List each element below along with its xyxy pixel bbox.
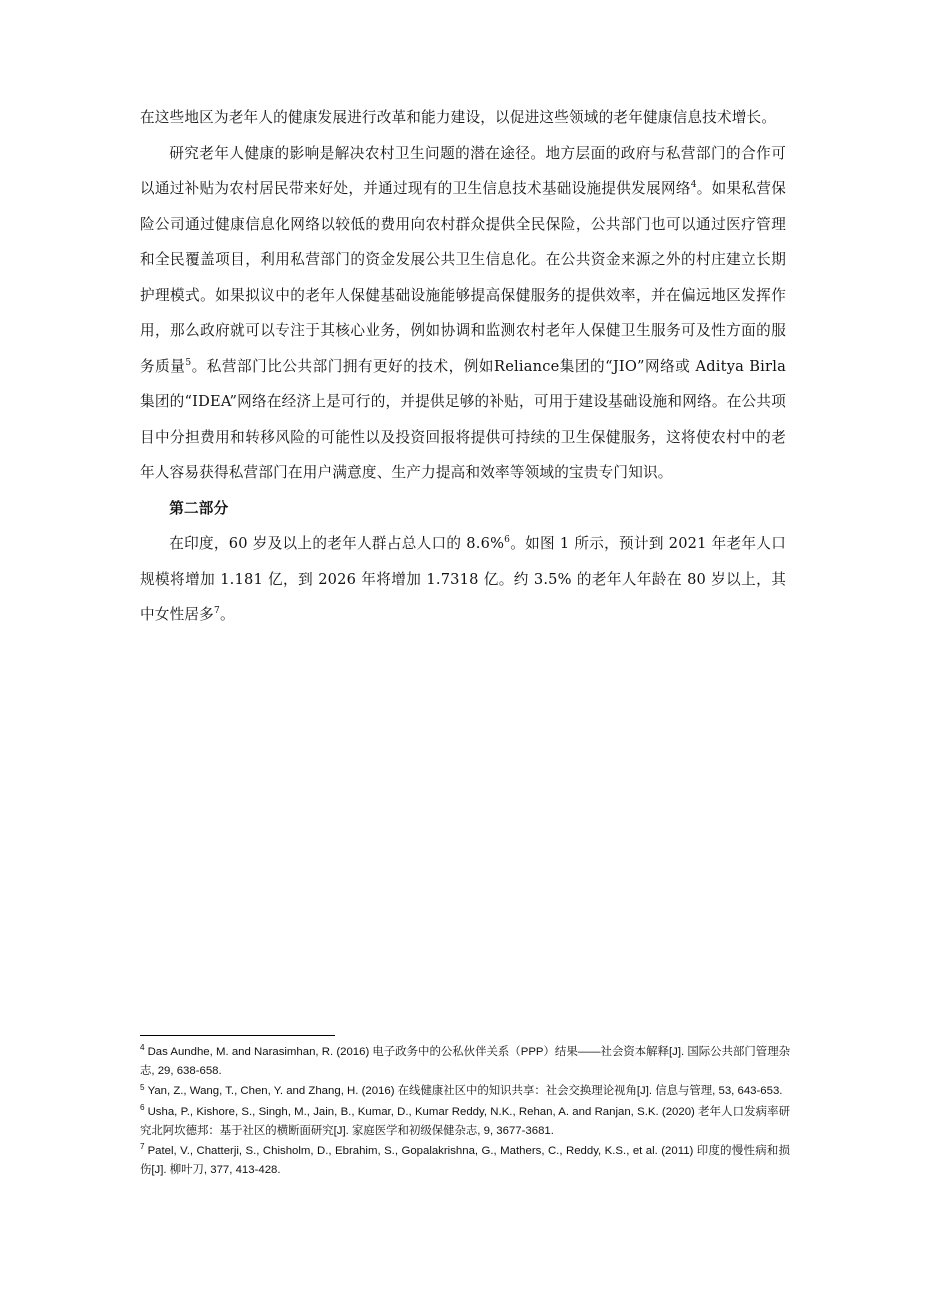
footnote-item [140,1142,790,1180]
paragraph-1: 在这些地区为老年人的健康发展进行改革和能力建设，以促进这些领域的老年健康信息技术增长。 [140,109,777,126]
footnote-separator [140,1035,335,1036]
section-heading: 第二部分 [169,499,229,517]
footnote-number: 5 [140,1082,145,1092]
footnote-item [140,1082,790,1101]
footnote-text: Usha, P., Kishore, S., Singh, M., Jain, B., Kumar, D., Kumar Reddy, N.K., Rehan, A. and Ranjan, S.K. (2020) 老年人口发病率研究北阿坎德邦：基于社区的横断面研究[J]. 家庭医学和初级保健杂志, 9, 3677-3681. [140,1105,790,1137]
footnote-list [140,1043,790,1180]
footnote-number: 6 [140,1102,145,1112]
footnote-text: Patel, V., Chatterji, S., Chisholm, D., Ebrahim, S., Gopalakrishna, G., Mathers, C., Reddy, K.S., et al. (2011) 印度的慢性病和损伤[J]. 柳叶刀, 377, 413-428. [140,1145,790,1177]
paragraph-2: 研究老年人健康的影响是解决农村卫生问题的潜在途径。地方层面的政府与私营部门的合作可以通过补贴为农村居民带来好处，并通过现有的卫生信息技术基础设施提供发展网络$^4$。如果私营保险公司通过健康信息化网络以较低的费用向农村群众提供全民保险，公共部门也可以通过医疗管理和全民覆盖项目，利用私营部门的资金发展公共卫生信息化。在公共资金来源之外的村庄建立长期护理模式。如果拟议中的老年人保健基础设施能够提高保健服务的提供效率，并在偏远地区发挥作用，那么政府就可以专注于其核心业务，例如协调和监测农村老年人保健卫生服务可及性方面的服务质量$^5$。私营部门比公共部门拥有更好的技术，例如Reliance集团的“JIO”网络或 Aditya Birla 集团的“IDEA”网络在经济上是可行的，并提供足够的补贴，可用于建设基础设施和网络。在公共项目中分担费用和转移风险的可能性以及投资回报将提供可持续的卫生保健服务，这将使农村中的老年人容易获得私营部门在用户满意度、生产力提高和效率等领域的宝贵专门知识。 [140,144,787,481]
footnote-item [140,1043,790,1081]
footnote-area [140,1035,790,1181]
footnote-text: Yan, Z., Wang, T., Chen, Y. and Zhang, H. (2016) 在线健康社区中的知识共享：社会交换理论视角[J]. 信息与管理, 53, 643-653. [147,1085,783,1098]
document-body [140,100,786,633]
footnote-number: 4 [140,1043,145,1053]
footnote-item [140,1103,790,1141]
paragraph-3: 在印度，60 岁及以上的老年人群占总人口的 8.6%$^6$。如图 1 所示，预计到 2021 年老年人口规模将增加 1.181 亿，到 2026 年将增加 1.7318 亿。约 3.5% 的老年人年龄在 80 岁以上，其中女性居多$^7$。 [140,535,787,623]
footnote-number: 7 [140,1142,145,1152]
footnote-text: Das Aundhe, M. and Narasimhan, R. (2016) 电子政务中的公私伙伴关系（PPP）结果——社会资本解释[J]. 国际公共部门管理杂志, 29, 638-658. [140,1046,790,1078]
